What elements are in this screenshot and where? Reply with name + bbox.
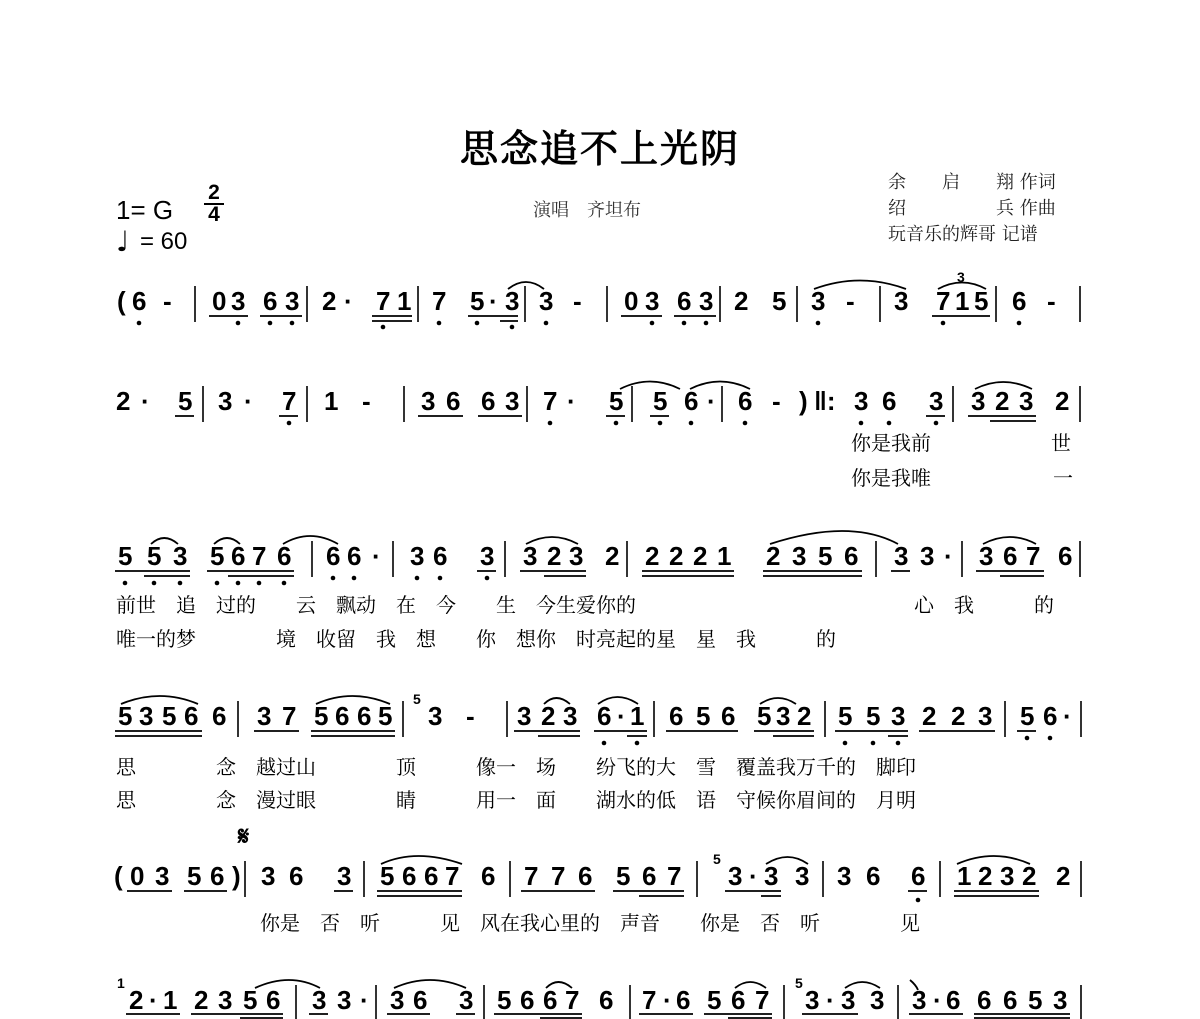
note-digit: 6 <box>413 985 428 1015</box>
note-digit: 3 <box>539 286 554 316</box>
note-digit: 6 <box>520 985 535 1015</box>
note-digit: 2 <box>645 541 660 571</box>
note-digit: 6 <box>335 701 350 731</box>
note-digit: 3 <box>805 985 820 1015</box>
note-digit: 7 <box>755 985 770 1015</box>
note-digit: 7 <box>936 286 951 316</box>
augmentation-dot: · <box>567 386 576 416</box>
note-digit: 3 <box>459 985 474 1015</box>
note-digit: 6 <box>433 541 448 571</box>
augmentation-dot: · <box>360 985 369 1015</box>
lyricist-credit: 余 启 翔 作词 <box>888 172 1056 193</box>
note-digit: 5 <box>866 701 881 731</box>
note-digit: 6 <box>446 386 461 416</box>
note-digit: 6 <box>721 701 736 731</box>
note-digit: 2 <box>605 541 620 571</box>
note-digit: 3 <box>978 701 993 731</box>
note-digit: 6 <box>866 861 881 891</box>
note-digit: 5 <box>616 861 631 891</box>
note-digit: 3 <box>920 541 935 571</box>
lyric-line: 你是我唯 <box>851 466 931 490</box>
note-digit: 3 <box>894 286 909 316</box>
note-digit: 6 <box>543 985 558 1015</box>
note-digit: 5 <box>187 861 202 891</box>
note-digit: 6 <box>481 386 496 416</box>
note-digit: 6 <box>731 985 746 1015</box>
note-digit: 3 <box>912 985 927 1015</box>
lyric-line: 一 <box>1053 466 1073 490</box>
note-digit: 7 <box>252 541 267 571</box>
note-digit: 7 <box>445 861 460 891</box>
grace-note-5b: 5 <box>713 851 721 867</box>
note-digit: 5 <box>757 701 772 731</box>
note-digit: 3 <box>971 386 986 416</box>
lyric-line: 前世 追 过的 云 飘动 在 今 生 今生爱你的 <box>116 593 636 617</box>
note-digit: 2 <box>116 386 131 416</box>
sustain-dash: - <box>772 386 781 416</box>
note-digit: 5 <box>178 386 193 416</box>
note-digit: 7 <box>543 386 558 416</box>
note-digit: 3 <box>218 985 233 1015</box>
key-signature: 1= G <box>116 195 174 225</box>
note-digit: 7 <box>565 985 580 1015</box>
note-digit: 6 <box>844 541 859 571</box>
note-digit: 3 <box>563 701 578 731</box>
note-digit: 5 <box>974 286 989 316</box>
note-digit: 3 <box>728 861 743 891</box>
note-digit: 6 <box>263 286 278 316</box>
note-digit: 3 <box>792 541 807 571</box>
note-digit: 6 <box>642 861 657 891</box>
lyric-line: 思 念 越过山 顶 像一 场 纷飞的大 雪 覆盖我万千的 脚印 <box>116 755 916 779</box>
note-digit: 3 <box>1053 985 1068 1015</box>
note-digit: 2 <box>541 701 556 731</box>
grace-note-5c: 5 <box>795 975 803 991</box>
note-digit: 3 <box>173 541 188 571</box>
triplet-mark <box>957 269 965 285</box>
note-digit: 5 <box>772 286 787 316</box>
augmentation-dot: · <box>933 985 942 1015</box>
note-digit: 1 <box>957 861 972 891</box>
grace-note-5: 5 <box>413 691 421 707</box>
note-digit: 6 <box>738 386 753 416</box>
note-digit: ) <box>232 861 241 891</box>
notes-layer <box>114 286 1081 1019</box>
note-digit: ) <box>799 386 808 416</box>
note-digit: 3 <box>480 541 495 571</box>
note-digit: 2 <box>1056 861 1071 891</box>
note-digit: 1 <box>397 286 412 316</box>
note-digit: 3 <box>795 861 810 891</box>
note-digit: 1 <box>955 286 970 316</box>
note-digit: 5 <box>707 985 722 1015</box>
note-digit: ( <box>117 286 126 316</box>
note-digit: 6 <box>676 985 691 1015</box>
note-digit: 2 <box>995 386 1010 416</box>
note-digit: 3 <box>764 861 779 891</box>
note-digit: 3 <box>390 985 405 1015</box>
note-digit: 3 <box>854 386 869 416</box>
lyric-line: 思 念 漫过眼 睛 用一 面 湖水的低 语 守候你眉间的 月明 <box>116 788 916 812</box>
note-digit: 6 <box>184 701 199 731</box>
lyric-line: 你是 否 听 见 风在我心里的 声音 你是 否 听 见 <box>260 911 920 935</box>
segno-icon: 𝄋 <box>238 822 250 852</box>
note-digit: 3 <box>218 386 233 416</box>
augmentation-dot: · <box>149 985 158 1015</box>
note-digit: 5 <box>314 701 329 731</box>
note-digit: 2 <box>766 541 781 571</box>
note-digit: 7 <box>667 861 682 891</box>
note-digit: 0 <box>212 286 227 316</box>
lyric-line: 心 我 的 <box>914 593 1054 617</box>
note-digit: ( <box>114 861 123 891</box>
augmentation-dot: · <box>344 286 353 316</box>
note-digit: 5 <box>162 701 177 731</box>
note-digit: 6 <box>210 861 225 891</box>
note-digit: 3 <box>837 861 852 891</box>
note-digit: 3 <box>428 701 443 731</box>
note-digit: 2 <box>693 541 708 571</box>
note-digit: 5 <box>609 386 624 416</box>
note-digit: 5 <box>380 861 395 891</box>
note-digit: 3 <box>312 985 327 1015</box>
note-digit: 3 <box>285 286 300 316</box>
note-digit: 3 <box>870 985 885 1015</box>
note-digit: 3 <box>155 861 170 891</box>
note-digit: 1 <box>324 386 339 416</box>
note-digit: 3 <box>891 701 906 731</box>
note-digit: 6 <box>1003 541 1018 571</box>
note-digit: 3 <box>505 286 520 316</box>
sustain-dash: - <box>1047 286 1056 316</box>
quarter-note-icon: ♩ <box>116 225 130 258</box>
note-digit: 3 <box>841 985 856 1015</box>
note-digit: 3 <box>929 386 944 416</box>
note-digit: 2 <box>1022 861 1037 891</box>
note-digit: 6 <box>326 541 341 571</box>
singer-credit: 演唱 齐坦布 <box>533 200 641 221</box>
grace-marks <box>117 691 803 991</box>
note-digit: 3 <box>776 701 791 731</box>
note-digit: 6 <box>882 386 897 416</box>
note-digit: 6 <box>289 861 304 891</box>
augmentation-dot: · <box>707 386 716 416</box>
note-digit: 3 <box>231 286 246 316</box>
note-digit: 6 <box>597 701 612 731</box>
note-digit: 3 <box>257 701 272 731</box>
time-denominator: 4 <box>208 203 220 226</box>
note-digit: 6 <box>481 861 496 891</box>
sustain-dash: - <box>163 286 172 316</box>
augmentation-dot: · <box>617 701 626 731</box>
note-digit: 3 <box>421 386 436 416</box>
note-digit: 6 <box>677 286 692 316</box>
note-digit: 2 <box>194 985 209 1015</box>
note-digit: 6 <box>424 861 439 891</box>
note-digit: 5 <box>838 701 853 731</box>
augmentation-dot: · <box>826 985 835 1015</box>
note-digit: 3 <box>811 286 826 316</box>
note-digit: 5 <box>118 541 133 571</box>
note-digit: 6 <box>132 286 147 316</box>
note-digit: 3 <box>1019 386 1034 416</box>
note-digit: 5 <box>470 286 485 316</box>
note-digit: 3 <box>979 541 994 571</box>
time-numerator: 2 <box>208 181 220 204</box>
note-digit: 7 <box>551 861 566 891</box>
tempo-marking: = 60 <box>140 228 188 255</box>
note-digit: 5 <box>243 985 258 1015</box>
note-digit: 2 <box>978 861 993 891</box>
note-digit: 3 <box>569 541 584 571</box>
note-digit: 7 <box>282 386 297 416</box>
note-digit: 6 <box>231 541 246 571</box>
note-digit: 1 <box>630 701 645 731</box>
sustain-dash: - <box>362 386 371 416</box>
note-digit: 3 <box>337 985 352 1015</box>
note-digit: 7 <box>1026 541 1041 571</box>
note-digit: 3 <box>894 541 909 571</box>
note-digit: 3 <box>410 541 425 571</box>
note-digit: 6 <box>946 985 961 1015</box>
note-digit: 3 <box>139 701 154 731</box>
note-digit: 5 <box>818 541 833 571</box>
note-digit: 3 <box>261 861 276 891</box>
augmentation-dot: · <box>141 386 150 416</box>
note-digit: 5 <box>147 541 162 571</box>
sustain-dash: - <box>573 286 582 316</box>
note-digit: 2 <box>669 541 684 571</box>
note-digit: 1 <box>163 985 178 1015</box>
note-digit: 6 <box>1043 701 1058 731</box>
lyric-line: 你是我前 <box>851 431 931 455</box>
note-digit: 6 <box>599 985 614 1015</box>
note-digit: 6 <box>578 861 593 891</box>
note-digit: 2 <box>1055 386 1070 416</box>
note-digit: 7 <box>282 701 297 731</box>
note-digit: 6 <box>911 861 926 891</box>
augmentation-dot: · <box>663 985 672 1015</box>
note-digit: 2 <box>547 541 562 571</box>
lyric-line: 唯一的梦 境 收留 我 想 你 想你 时亮起的星 星 我 的 <box>116 627 836 651</box>
note-digit: 3 <box>337 861 352 891</box>
augmentation-dot: · <box>489 286 498 316</box>
augmentation-dot: · <box>1063 701 1072 731</box>
note-digit: 2 <box>129 985 144 1015</box>
augmentation-dot: · <box>944 541 953 571</box>
note-digit: 1 <box>717 541 732 571</box>
note-digit: 6 <box>669 701 684 731</box>
note-digit: 0 <box>624 286 639 316</box>
note-digit: 7 <box>376 286 391 316</box>
note-digit: 5 <box>210 541 225 571</box>
note-digit: 5 <box>1020 701 1035 731</box>
note-digit: 7 <box>524 861 539 891</box>
note-digit: 2 <box>797 701 812 731</box>
song-title: 思念追不上光阴 <box>459 126 740 171</box>
lyrics-layer <box>116 431 1073 935</box>
note-digit: 5 <box>653 386 668 416</box>
augmentation-dot: · <box>749 861 758 891</box>
sustain-dash: - <box>846 286 855 316</box>
note-digit: 5 <box>497 985 512 1015</box>
note-digit: 6 <box>277 541 292 571</box>
augmentation-dot: · <box>244 386 253 416</box>
note-digit: 3 <box>1000 861 1015 891</box>
note-digit: 3 <box>699 286 714 316</box>
note-digit: ‖: <box>814 386 836 416</box>
transcriber-credit: 玩音乐的辉哥 记谱 <box>888 224 1038 245</box>
augmentation-dot: · <box>372 541 381 571</box>
note-digit: 5 <box>1028 985 1043 1015</box>
note-digit: 6 <box>402 861 417 891</box>
note-digit: 2 <box>922 701 937 731</box>
grace-note-1: 1 <box>117 975 125 991</box>
note-digit: 6 <box>1058 541 1073 571</box>
note-digit: 0 <box>130 861 145 891</box>
note-digit: 3 <box>517 701 532 731</box>
note-digit: 7 <box>432 286 447 316</box>
note-digit: 3 <box>505 386 520 416</box>
sustain-dash: - <box>466 701 475 731</box>
lyric-line: 世 <box>1051 431 1071 455</box>
note-digit: 3 <box>645 286 660 316</box>
note-digit: 6 <box>266 985 281 1015</box>
note-digit: 2 <box>734 286 749 316</box>
triplet-number: 3 <box>957 269 965 285</box>
note-digit: 6 <box>357 701 372 731</box>
note-digit: 2 <box>951 701 966 731</box>
note-digit: 6 <box>212 701 227 731</box>
note-digit: 7 <box>642 985 657 1015</box>
note-digit: 3 <box>523 541 538 571</box>
note-digit: 6 <box>977 985 992 1015</box>
composer-credit: 绍 兵 作曲 <box>888 198 1056 219</box>
note-digit: 6 <box>1003 985 1018 1015</box>
note-digit: 6 <box>1012 286 1027 316</box>
note-digit: 6 <box>347 541 362 571</box>
note-digit: 5 <box>696 701 711 731</box>
note-digit: 5 <box>118 701 133 731</box>
note-digit: 6 <box>684 386 699 416</box>
note-digit: 2 <box>322 286 337 316</box>
note-digit: 5 <box>378 701 393 731</box>
